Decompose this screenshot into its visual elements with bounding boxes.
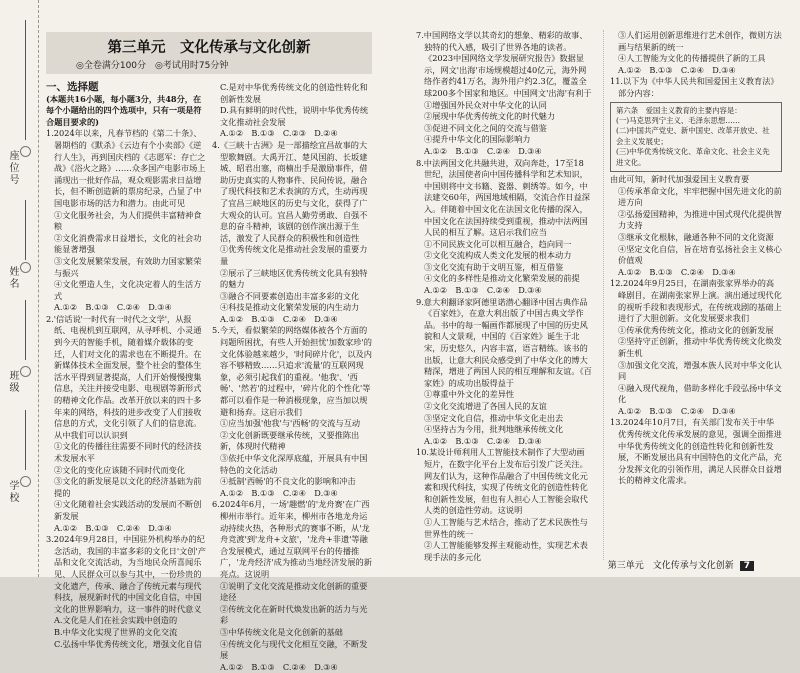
- law-line: (三)中华优秀传统文化、革命文化、社会主义先进文化。: [616, 147, 770, 167]
- option: ②弘扬爱国精神，为推进中国式现代化提供智力支持: [618, 208, 782, 231]
- answer-choices: A.①② B.①③ C.②④ D.③④: [54, 522, 172, 533]
- binding-label-name: 姓名: [7, 266, 18, 290]
- option: D.具有鲜明的时代性，说明中华优秀传统文化推动社会发展: [220, 105, 369, 127]
- binding-label-school: 学校: [7, 480, 18, 504]
- option: ④文化塑造人生，文化决定着人的生活方式: [54, 279, 202, 301]
- question-5: 5.今天，看似繁荣的网络媒体被各个方面的问题所困扰，有些人开始担忧'加数家珍'的文化体验越来越少，'时间碎片化'，以及内容不够精致……只追求'流量'的互联网现象，必须引起我们的重视。'他我'、'西畅'、'然若'的过程中，'碎片化的个性化'等都可以看作是一种消极现象，应当加以规避和扬弃。这启示我们: [212, 325, 372, 417]
- page-number: 7: [740, 561, 754, 571]
- option: ③加强文化交流，增强本族人民对中华文化认同: [618, 359, 782, 382]
- question-8: 8.中法两国文化共融共进，双向奔赴，17至18世纪，法国使者向中国传播科学和艺术知识，中国则将中文书籍、瓷器、刺绣等。如今，中法建交60年，两国地域相隔，交流合作日益深入。伴随着中国文化在法国文化传播的深入，中国文化在法国持续受到重视，推动中法两国人民的相互了解。这启示我们应当: [416, 157, 590, 238]
- unit-title: 第三单元 文化传承与文化创新: [107, 40, 311, 56]
- option: ③文化的新发展是以文化的经济基础为前提的: [54, 476, 202, 498]
- answer-choices: A.①② B.①③ C.②④ D.③④: [424, 145, 542, 156]
- binding-label-class: 班级: [7, 370, 18, 394]
- option: ②文化消费需求日益增长，文化的社会功能显著增强: [54, 232, 202, 255]
- option: ④人工智能为文化的传播提供了新的工具: [618, 53, 766, 64]
- question-10: 10.某设计师利用人工智能技术制作了大型动画短片，在数字化平台上发布后引发广泛关注。网友们认为，这种作品融合了中国传统文化元素和现代科技，实现了传统文化的创造性转化和创新性发展，但也有人担心人工智能会取代人类的创造性劳动。这说明: [416, 447, 588, 516]
- option: ③文化发展繁荣发展，有效助力国家繁荣与振兴: [54, 255, 202, 278]
- option: ④抵制'西畅'的不良文化的影响和冲击: [220, 476, 356, 487]
- column-2: [212, 82, 374, 672]
- option: ④科技是推动文化繁荣发展的内生动力: [220, 302, 360, 313]
- question-12: 12.2024年9月25日，在湖南张家界举办的高峰剧目，在湖南张家界上演。演出通过现代化的视听手段和表现形式，在传统戏剧的基础上进行了大胆创新。文化发展要求我们: [610, 278, 782, 324]
- option: ③中华传统文化是文化创新的基础: [220, 626, 343, 637]
- option: C.是对中华优秀传统文化的创造性转化和创新性发展: [220, 82, 368, 104]
- question-9: 9.意大利翻译家阿德里诺潜心翻译中国古典作品《百家姓》，在意大利出版了中国古典文学作品。书中的每一幅画作都展现了中国的历史风貌和人文景观，中国的《百家姓》诞生于北宋，历史悠久，内容丰富，语言精练。该书的出版，让意大利民众感受到了中华文化的博大精深，增进了两国人民的相互理解和友谊。《百家姓》的成功出版得益于: [416, 296, 592, 388]
- law-line: (二)中国共产党史、新中国史、改革开放史、社会主义发展史；: [616, 126, 770, 146]
- question-1: 1.2024年以来，凡春节档的《第二十条》、暑期档的《默杀》《云边有个小卖部》《逆行人生》，再到国庆档的《志愿军：存亡之战》《浴火之路》……众多国产电影市场上涌现出一批好作品，观众观影需求日益增长，但不断创造新的票房纪录，凸显了中国电影市场的活力和潜力。由此可见: [46, 128, 206, 208]
- answer-choices: A.①② B.①③ C.②④ D.③④: [424, 435, 542, 446]
- binding-line: [25, 200, 26, 260]
- column-1: [46, 81, 206, 649]
- option: ①文化服务社会，为人们提供丰富精神食粮: [54, 209, 202, 232]
- section-title: 一、选择题: [46, 81, 99, 93]
- option: ③文化交流有助于文明互鉴，相互借鉴: [424, 261, 564, 272]
- option: ④传统文化与现代文化相互交融，不断发展: [220, 638, 368, 661]
- binding-strip: [0, 0, 39, 577]
- option: ③人们运用创新思维进行艺术创作，微则方法画与结果新的统一: [618, 30, 782, 52]
- question-7: 7.中国网络文学以其奇幻的想象、精彩的故事、独特的代入感，吸引了世界各地的读者。《2023中国网络文学发展研究报告》数据显示，网文'出海'市场规模超过40亿元，海外网络作者约41万名，海外用户约2.3亿，覆盖全球200多个国家和地区。中国网文'出海'有利于: [416, 30, 592, 98]
- binding-hole: [20, 146, 31, 157]
- option: ②文化交流增进了各国人民的友谊: [424, 401, 547, 411]
- binding-line: [25, 20, 26, 140]
- binding-hole: [20, 476, 31, 487]
- binding-line: [25, 300, 26, 360]
- option: A.文化是人们在社会实践中创造的: [54, 615, 178, 626]
- option: ①不同民族文化可以相互融合，趋向同一: [424, 238, 572, 249]
- question-13: 13.2024年10月7日，有关部门发布关于中华优秀传统文化传承发展的意见，强调全面推进中华优秀传统文化的创造性转化和创新性发展，不断发展出具有中国特色的文化产品，充分发挥文化的引领作用，满足人民群众日益增长的精神文化需求。: [610, 417, 782, 486]
- option: ②展现中华优秀传统文化的时代魅力: [424, 111, 556, 122]
- question-3: 3.2024年9月28日，中国驻外机构举办的纪念活动，我国的丰富多彩的文化日'文创'产品和文化交流活动，为当地民众所喜闻乐见、人民群众可以参与其中，一份珍贵的文化遗产，传承、融合了传统元素与现代科技，展现新时代的中国文化自信，中国文化的世界影响力，这一事件的时代意义: [46, 534, 206, 614]
- option: ④提升中华文化的国际影响力: [424, 134, 531, 145]
- footer-unit-title: 第三单元 文化传承与文化创新: [607, 561, 734, 571]
- answer-choices: A.①② B.①③ C.②④ D.③④: [618, 266, 736, 277]
- option: ①尊重中外文化的差异性: [424, 389, 515, 400]
- option: ④坚持古为今用，批判地继承传统文化: [424, 424, 564, 435]
- option: ③促进不同文化之间的交流与借鉴: [424, 122, 547, 133]
- exam-meta: ◎全卷满分100分 ◎考试用时75分钟: [76, 61, 229, 71]
- option: ②坚持守正创新，推动中华优秀传统文化焕发新生机: [618, 336, 782, 358]
- option: ①增强国外民众对中华文化的认同: [424, 99, 547, 110]
- law-line: (一)马克思列宁主义、毛泽东思想……: [616, 115, 741, 125]
- option: ②文化创新既要继承传统，又要推陈出新，体现时代精神: [220, 429, 360, 452]
- column-4: [610, 30, 782, 554]
- answer-choices: A.①② B.①③ C.②④ D.③④: [618, 64, 736, 75]
- section-note: (本题共16小题，每小题3分，共48分，在每个小题给出的四个选项中，只有一项是符合题目要求的): [46, 93, 202, 127]
- question-4: 4.《三峡十古洲》是一部描绘宜昌故事的大型歌舞剧。大禹开江、楚风国韵、长坂建城、昭君出塞，商楠出手是激励事件，借助历史真实的人物事件、民间传说，融合了现代科技和艺术表演的方式，生动再现了宜昌三峡地区的历史与文化，获得了广大观众的认可。宜昌人勤劳勇敢、自强不息的奋斗精神，该剧的创作演出源于生活，激发了人民群众的积极性和创造性: [212, 139, 368, 243]
- binding-line: [25, 410, 26, 470]
- answer-choices: A.①② B.①③ C.②③ D.②④: [220, 128, 338, 139]
- option: ①传承优秀传统文化，推动文化的创新发展: [618, 324, 774, 335]
- column-3: [416, 30, 592, 560]
- option: C.弘扬中华优秀传统文化，增强文化自信: [54, 638, 202, 649]
- option: ①人工智能与艺术结合，推动了艺术民族性与世界性的统一: [424, 516, 588, 539]
- option: ②文化交流构成人类文化发展的根本动力: [424, 250, 572, 261]
- law-excerpt-box: [610, 102, 782, 172]
- answer-choices: A.①② B.①③ C.②④ D.③④: [424, 285, 542, 296]
- answer-choices: A.①② B.①③ C.②④ D.③④: [220, 487, 338, 498]
- option: ④坚定文化自信，旨在培育弘扬社会主义核心价值观: [618, 243, 782, 266]
- option: ④文化随着社会实践活动的发展而不断创新发展: [54, 499, 202, 521]
- option: ①优秀传统文化是推动社会发展的重要力量: [220, 244, 368, 266]
- binding-hole: [20, 262, 31, 273]
- unit-header: [46, 32, 372, 74]
- law-line: 第六条 爱国主义教育的主要内容是：: [616, 105, 742, 115]
- option: ②展示了三峡地区优秀传统文化具有独特的魅力: [220, 267, 368, 290]
- option: ③融合不同要素创造出丰富多彩的文化: [220, 290, 360, 301]
- option: ②人工智能能够发挥主观能动性，实现艺术表现手法的多元化: [424, 540, 588, 562]
- option: ④文化的多样性是推动文化繁荣发展的前提: [424, 273, 580, 284]
- option: ②传统文化在新时代焕发出新的活力与光彩: [220, 603, 368, 626]
- answer-choices: A.①② B.①③ C.②④ D.③④: [220, 313, 338, 324]
- option: ③坚定文化自信，推动中华文化走出去: [424, 412, 564, 423]
- binding-label-seat: 座位号: [7, 150, 18, 186]
- option: B.中华文化实现了世界的文化交流: [54, 626, 178, 637]
- option: ①应当加强'他我'与'西畅'的交流与互动: [220, 418, 361, 429]
- question-2: 2.'信话说'一时代有一时代之文学'，从报纸、电视机到互联网，从寻呼机、小灵通到今天的智能手机，随着媒介载体的变迁，人们对文化的需求也在不断提升。在新媒体技术全面发展，整个社会的整体生活水平得到显著提高，人们开始慢慢搜集信息，关注并接受电影、电视剧等新形式的精神文化作品。改革开放以来的四十多年来的网络，科技的进步改变了人们接收信息的方式，文化引领了人们的信息流。从中我们可以认识到: [46, 313, 202, 440]
- binding-hole: [20, 366, 31, 377]
- answer-choices: A.①② B.①③ C.②④ D.③④: [618, 405, 736, 416]
- option: ②文化的变化应该随不同时代而变化: [54, 464, 186, 475]
- column-divider: [603, 30, 604, 560]
- question-11-stem: 由此可知，新时代加强爱国主义教育要: [610, 174, 750, 184]
- option: ③继承文化根脉，融通各种不同的文化资源: [618, 231, 774, 242]
- question-6: 6.2024年6月，一场'趣燃'的'龙舟赛'在广西柳州市举行。近年来，柳州市各地龙舟运动持续火热，各种形式的赛事不断，从'龙舟竞渡'到'龙舟+文旅'，'龙舟+非遗'等融合发展模式，通过互联网平台的传播推广，'龙舟经济'成为推动当地经济发展的新亮点。这说明: [212, 499, 372, 579]
- answer-choices: A.①② B.①③ C.②④ D.③④: [220, 661, 338, 672]
- option: ①说明了文化交流是推动文化创新的重要途径: [220, 580, 368, 603]
- page-footer: [608, 558, 754, 571]
- option: ①文化的传播往往需要不同时代的经济技术发展水平: [54, 441, 202, 463]
- question-11: 11.以下为《中华人民共和国爱国主义教育法》部分内容：: [610, 76, 779, 98]
- option: ①传承革命文化，牢牢把握中国先进文化的前进方向: [618, 185, 782, 208]
- option: ④融入现代视角，借助多样化手段弘扬中华文化: [618, 382, 782, 405]
- answer-choices: A.①② B.①③ C.②④ D.③④: [54, 302, 172, 313]
- option: ③依托中华文化深厚底蕴，开展具有中国特色的文化活动: [220, 453, 368, 475]
